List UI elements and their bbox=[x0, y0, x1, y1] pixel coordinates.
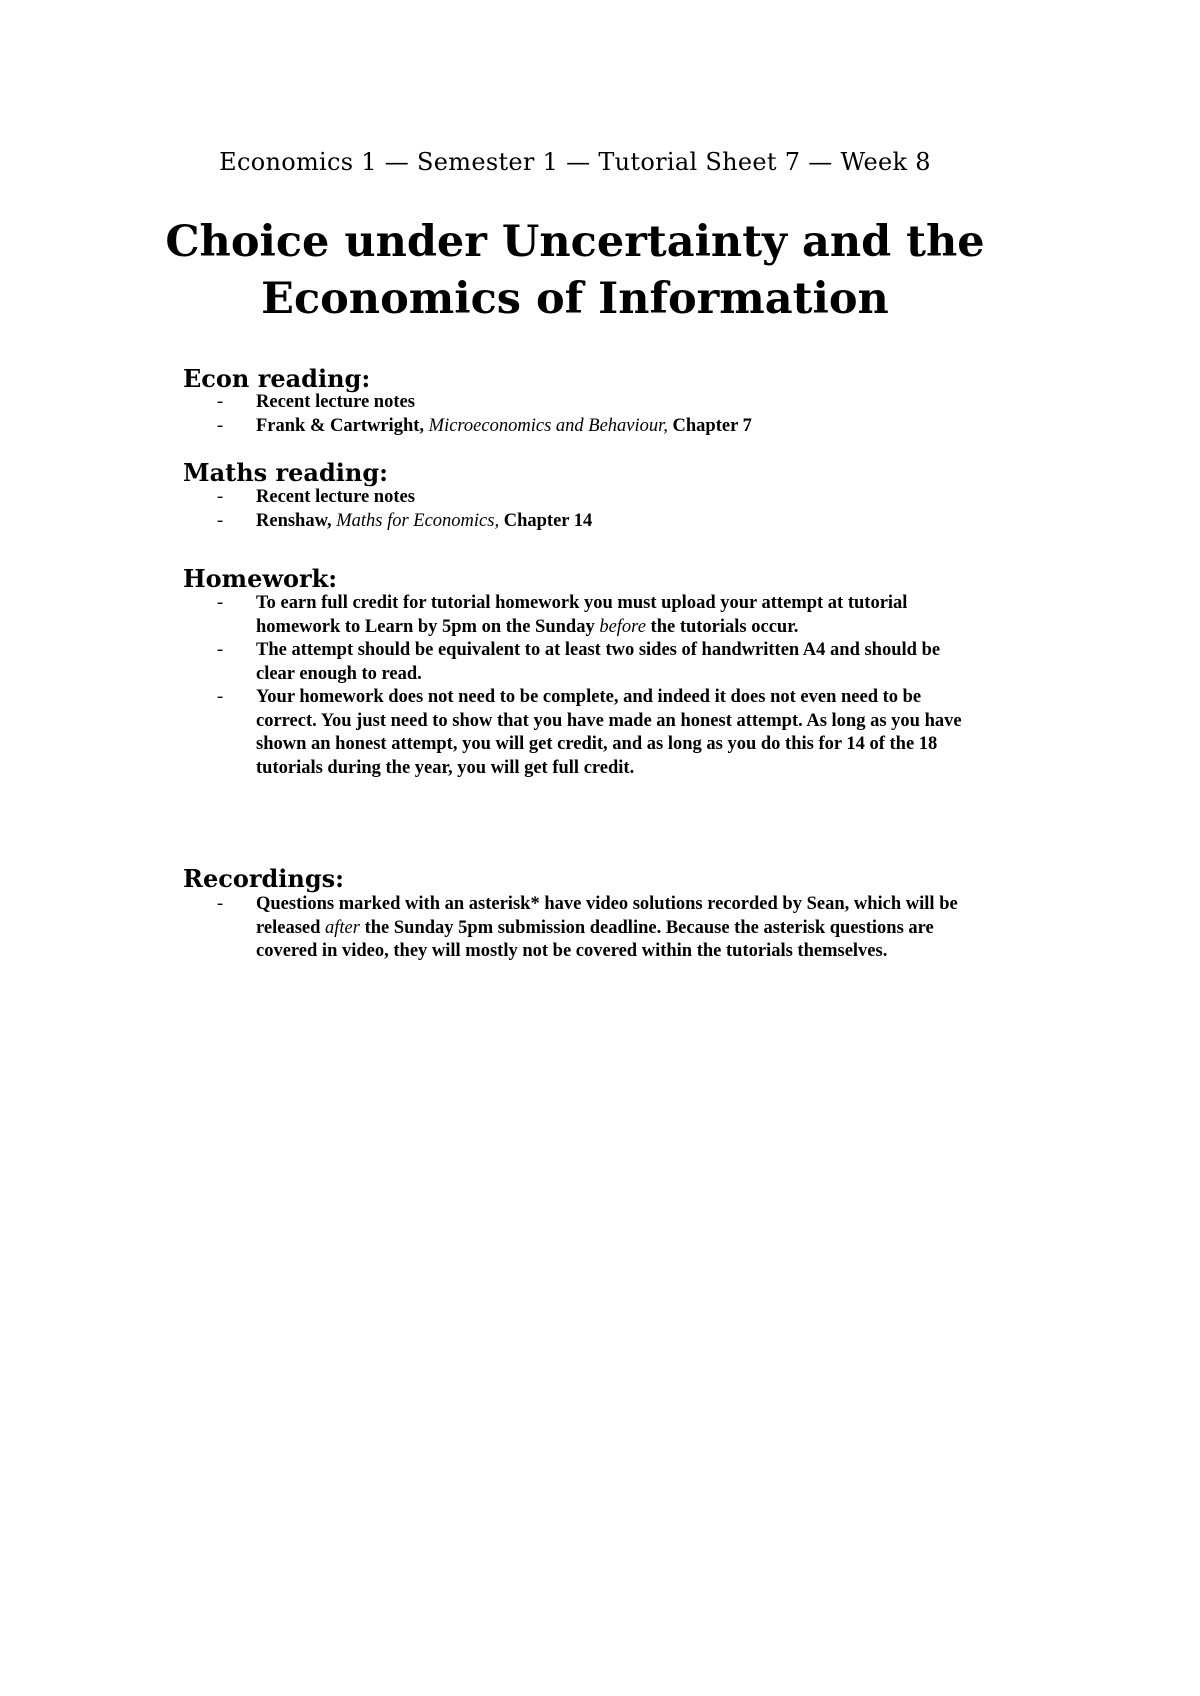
list-item bbox=[217, 486, 977, 510]
econ-reading-list bbox=[217, 391, 977, 438]
bullet-dash: - bbox=[217, 415, 224, 436]
title-line-1: Choice under Uncertainty and the bbox=[165, 217, 985, 267]
emphasis-text: before bbox=[599, 616, 646, 637]
book-title: Microeconomics and Behaviour, bbox=[428, 415, 668, 436]
list-item bbox=[217, 893, 977, 964]
list-item-text: The attempt should be equivalent to at least two sides of handwritten A4 and should be clear enough to read. bbox=[256, 640, 941, 684]
list-item-text: To earn full credit for tutorial homework you must upload your attempt at tutorial homework to Learn by 5pm on the Sunday bbox=[256, 593, 908, 637]
list-item-text: Recent lecture notes bbox=[256, 487, 415, 507]
homework-list bbox=[217, 592, 977, 780]
econ-reading-heading: Econ reading: bbox=[183, 364, 371, 393]
list-item-text: Chapter 14 bbox=[499, 510, 593, 531]
list-item bbox=[217, 510, 977, 534]
maths-reading-heading: Maths reading: bbox=[183, 458, 388, 487]
page-title bbox=[0, 214, 1150, 328]
list-item bbox=[217, 639, 977, 686]
list-item-text: Frank & Cartwright, bbox=[256, 415, 429, 436]
list-item bbox=[217, 415, 977, 439]
list-item-text: Renshaw, bbox=[256, 510, 337, 531]
bullet-dash: - bbox=[217, 894, 224, 914]
list-item bbox=[217, 592, 977, 639]
list-item-text: the tutorials occur. bbox=[645, 616, 799, 637]
list-item bbox=[217, 391, 977, 415]
bullet-dash: - bbox=[217, 640, 224, 660]
recordings-heading: Recordings: bbox=[183, 864, 344, 893]
bullet-dash: - bbox=[217, 687, 224, 707]
list-item-text: Questions marked with an asterisk* have video solutions recorded by Sean, which will be released bbox=[256, 894, 958, 938]
course-subtitle: Economics 1 — Semester 1 — Tutorial Sheet 7 — Week 8 bbox=[219, 148, 931, 176]
bullet-dash: - bbox=[217, 593, 224, 613]
list-item-text: Chapter 7 bbox=[667, 415, 752, 436]
list-item-text: the Sunday 5pm submission deadline. Because the asterisk questions are covered in video, they will mostly not be covered within the tutorials themselves. bbox=[256, 917, 934, 961]
bullet-dash: - bbox=[217, 487, 224, 507]
bullet-dash: - bbox=[217, 392, 224, 412]
recordings-list bbox=[217, 893, 977, 964]
list-item bbox=[217, 686, 977, 780]
emphasis-text: after bbox=[325, 917, 360, 938]
bullet-dash: - bbox=[217, 510, 224, 531]
homework-heading: Homework: bbox=[183, 564, 338, 593]
list-item-text: Recent lecture notes bbox=[256, 392, 415, 412]
maths-reading-list bbox=[217, 486, 977, 533]
title-line-2: Economics of Information bbox=[261, 274, 889, 324]
list-item-text: Your homework does not need to be complete, and indeed it does not even need to be correct. You just need to show that you have made an honest attempt. As long as you have shown an honest attempt, you will get credit, and as long as you do this for 14 of the 18 tutorials during the year, you will get full credit. bbox=[256, 687, 962, 778]
book-title: Maths for Economics, bbox=[336, 510, 500, 531]
